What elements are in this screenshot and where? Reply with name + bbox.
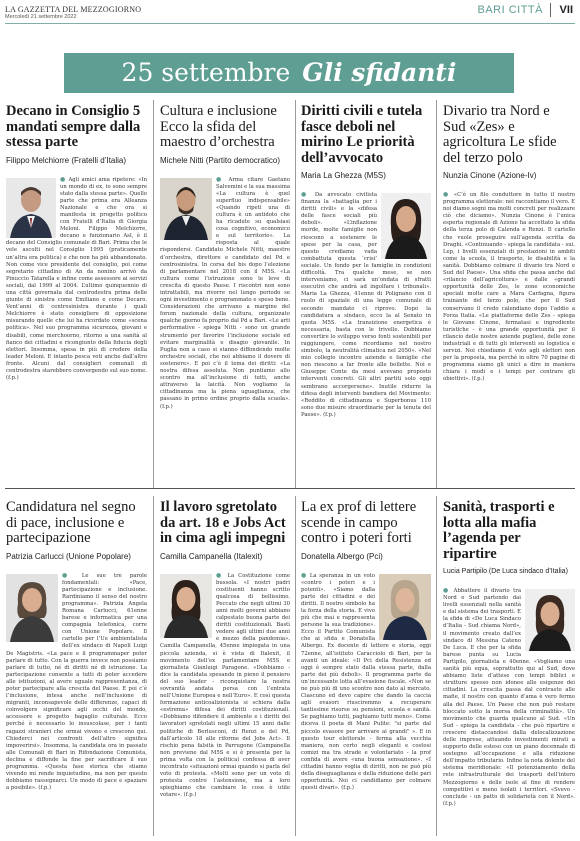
- article-body: [301, 191, 431, 491]
- column-divider: [153, 100, 154, 488]
- banner-title-main: 25 settembre: [121, 58, 291, 87]
- article-headline: Divario tra Nord e Sud «Zes» e agricoltura Le sfide del terzo polo: [443, 103, 557, 166]
- article-byline: Michele Nitti (Partito democratico): [160, 155, 281, 165]
- candidate-portrait: [379, 574, 431, 640]
- article-body: [6, 176, 147, 486]
- bullet-icon: ●: [443, 587, 451, 594]
- candidate-portrait: [6, 178, 56, 238]
- article-headline: Cultura e inclusione Ecco la sfida del maestro d’orchestra: [160, 103, 277, 150]
- article-body-text: Arma citare Gaetano Salvemini e la sua massima «La cultura è quel superfluo indispensabile» «Quando ripeti una di cultura è un antidoto che ha ricadute su qualsiasi cosa cognitivo, economico e sul territorio». La risposta al quale rispondersi. Candidato Michele Nitti, maestro d’orchestra, direttore e candidato del Pd e centrosinistra. In corsa del bis dopo l’elezione di parlamentare nel 2018 con il M5S. «La cultura come l’istruzione sono le leve di crescita di questo Paese. I riscontri non sono intrattabili, ma rivorre nel lungo periodo se ogni investimento e programmato e speso bene. Considerazioni che arrivano a margine del forum nazionale della cultura, organizzato qualche giorno fa proprio dal Pd a Bari. «Le arti performative - spiega Nitti - sono un grande strumento per favorire l’inclusione sociale ed evitare marginalità e disagio giovanile. In Puglia non a caso si stanno diffondendo molte orchestre sociali, che noi abbiamo il dovere di sostenere». E poi c’è il tema dei diritti: «La nostra difesa assoluta. Non puntiamo allo scontro ma all’inclusione di tutti, anche attraverso la laicità. Non vogliamo la cittadinanza ma la piena uguaglianza, che passano in primo ordine proprio dalla scuola». (f.p.): [160, 176, 290, 410]
- bullet-icon: ●: [301, 191, 310, 198]
- article-byline: Lucia Partipilo (De Luca sindaco d’Italia): [443, 568, 568, 575]
- article-byline: Filippo Melchiorre (Fratelli d’Italia): [6, 155, 127, 165]
- section-title: BARI CITTÀ: [477, 4, 543, 16]
- bullet-icon: ●: [301, 571, 308, 579]
- article-byline: Nunzia Cinone (Azione-Iv): [443, 171, 537, 180]
- banner-title: [64, 53, 514, 93]
- article-nitti: [160, 104, 290, 486]
- candidate-portrait: [381, 193, 431, 259]
- column-divider: [295, 496, 296, 836]
- article-byline: Maria La Ghezza (M5S): [301, 171, 386, 180]
- column-divider: [153, 496, 154, 836]
- column-divider: [436, 496, 437, 836]
- page-number: VII: [559, 4, 573, 16]
- article-albergo: [301, 500, 431, 827]
- bullet-icon: ●: [62, 571, 74, 579]
- article-body: [160, 572, 290, 827]
- article-partipilo: [443, 500, 575, 841]
- candidate-portrait: [6, 574, 58, 642]
- article-headline: Diritti civili e tutela fasce deboli nel mirino Le priorità dell’avvocato: [301, 103, 423, 166]
- article-byline: Patrizia Carlucci (Unione Popolare): [6, 551, 131, 561]
- article-body-text: Le sue tre parole fondamentali: «Pace, partecipazione e inclusione. Rardiniamo il senso del nostro programma». Patrizia Angela Romana Carlucci, 61enne barese e informatica per una compagnia telefonica, corre con Unione Popolare. Il cartello per l’Ue ambientalista dell’ex sindaco di Napoli Luigi De Magistris. «La pace e il programmaper poter parlare di tutto. Con la guerra invece non possiamo parlare di tutto, né di diritti né di istruzione. La partecipazione consente a tutti di poter accedere alle istituzioni, al avere uguale rappresentanza, di poter partecipare alla crescita del Paese. E poi c’è l’inclusione, intesa anche nell’inclusione di migranti, inconsapevole delle differenze, capaci di coinvolgere significare agli occhi del mondo, accessore e progetto bagaglio culturale. Ecco perché è necessario lo insuscolase, per i tanti ragazzi stranieri che ormai vivono e crescono qui. Chiederci nei confronti dell’altro significa impoverirsi». Insomma, la candidata ora in passato alle Comunali di Bari in Rifondazione Comunista, declina e diffonde la fine per sacrificare il suo programma. «Questa fase storica che stiamo vivendo mi rende inquietudine, ma non per questo dobbiamo rassegnarci. Un modo di pace e spaziare a posibile». (f.p.): [6, 572, 147, 792]
- article-body-text: Da avvocato civilista finanza la «battaglia per i diritti civili» e la «difesa delle fasce sociali più deboli». «L’inflazione morde, molte famiglie non riescono a sostenere le spese per la casa, per questo crediamo vada combattuta questa ‘crisi’ sociale. Un fondo per le famiglie in condizioni difficoltà. Tra qualche mese, se non interveniamo, ci sarà un’ondata di sfratti esecutivi che andrà ad ingolfare i tribunali». Maria La Ghezza, 41enne di Polignano con il ruolo di spaziale di una legge comunale di secondo mandato ci riprovo. Dopo la candidatura a sindaco, ecco la al Senato in quota M5S. «La transizione energetica è necessaria, basta con le trivelle. Dobbiamo convertire lo sviluppo verso fonti sostenibili per raggiungere, come ricordiamo nel nostro simbolo, la neutralità climatica nel 2050». «Nel mio collegio incontro aziende e famiglie che non riescono a far fronte alle bollette. Noi e Giuseppe Conte da mesi avevano proposto interventi concreti. Gli altri partiti solo oggi sembrano accorgersene». Inutile ridurre la difesa degli interventi bandiera del Movimento: «Reddito di cittadinanza e Superbonus 110 sono due misure straordinarie per la tenuta del Paese». (f.p.): [301, 192, 431, 418]
- article-byline: Camilla Campanella (Italexit): [160, 551, 263, 561]
- article-carlucci: [6, 500, 147, 827]
- article-body-text: Agli amici ama ripetere: «In un mondo di ex, io sono sempre stato dalla stessa parte». Quello parte che prima era Alleanza Nazionale e che ora si manifesta in progetto politico con Fratelli d’Italia di Giorgia Meloni. Filippo Melchiorre, decano e funzionario Asl, è il decano del Consiglio comunale di Bari. Prima che le vele ascolti nel Consiglio 1995 (praticamente un’altra era politica) e che non ha più abbandonato. Non come vice presidente del consiglio, poi come segretario cittadino di An da nonino arrivò da Pinuccio Tatarella e infine come assessore ai servizi sociali, dal 1999 al 2004. L’ultimo quinquennio di una città governata dal centrodestra prima delle giunte di sinistra come Emiliano e come Decaro. Vent’anni di centrosinistra durante i quali Melchiorre è stato consigliere di opposizione misurando quelle che lui ha ricordato come «scena politica». Nel suo programma sicurezza, giovani e disabili, come merchoorno, ritorno a una sanità al fianco dei cittadini e ricongiunto della fiducia degli elettori. Insomma, spesa in più di credere della leader Meloni. E intanto pesca voti anche dall’altro fronte. Alcuni dal consiglieri comunali di centrodestra starebbero convergendo sul suo nome. (f.p.): [6, 176, 147, 382]
- article-headline: Il lavoro sgretolato da art. 18 e Jobs Act in cima agli impegni: [160, 499, 286, 546]
- article-headline: La ex prof di lettere scende in campo contro i poteri forti: [301, 499, 417, 546]
- bullet-icon: ●: [60, 175, 67, 183]
- article-body-text: La Costituzione come bussola. «I nostri padri costituenti hanno scritto qualcosa di bellissimo. Peccato che negli ultimi 30 anni molti governi abbiano calpestato buona parte dei diritti costituzionali. Basti vedere agli ultimi due anni e mezzo della pandemia». Camilla Campanella, 45enne impiegata in una piccola azienda, si è vista di Italexit, il movimento dell’ex parlamentare M5S e giornalista Gianluigi Paragone. «Dobbiamo - dice la candidata spesando in pieno il pensiero del suo leader - riconquistare la nostra sovranità andata persa con l’entrata nell’Unione Europea e nell’Euro». E così questa formazione anticoalizionista si schiera dalla «estrema» difesa dei diritti costituzionali. «Dobbiamo difendere il ambiente e i diritti dei lavoratori sgretolati negli ultimi 15 anni dalle politiche di Berlusconi, di Renzi e del Pd, dall’articolo 18 alle riforme del Jobs Act». Il rischio pena falsità in Parrugone (Campanella non previene dal M5S e si è presenta per la prima volta con la politica) confessa di aver incontrato «situazioni ormai quando si parla del voto di protesta. «Molti sono per un voto di protesta contro l’astensione, ma a loro spieghiamo che cambiare le cose è utile votare». (f.p.): [160, 572, 290, 799]
- bullet-icon: ●: [443, 191, 451, 198]
- article-body-text: Abbattere il divario tra Nord e Sud partendo dai livelli essenziali nella sanità e dal sistema dei trasporti. E la sfida di «De Luca Sindaco d’Italia - Sud chiama Nord», il movimento creato dall’ex sindaco di Messina Cateno De Luca. E che per la sfida barese punta su Lucia Partipilo, giornalista e 40enne. «Vogliamo una sanità più equa, soprattutto qui al Sud, dove abbiamo liste d’attese con tempi biblici e strutture spesso non idonee alle esigenze dei cittadini. La crescita passa dal contrasto alle mafie, il nostro con quanto d’ama è vero fermo alla del Paese. Un Paese che non può restare bloccato sotto la morsa della criminalità». Un movimento che guarda qualcuno al Sud. «Un Sud - spiega la candidata - che può ripartire e crescere distaccandosi dalla delocalizzazione delle imprese, attuando investimenti mirati a supporto delle esteso con un piano decennale di sostegno all’occupazione e alla riduzione dell’impatto tributario. Infine la nota dolente del sistema meridionale: «Il potenziamento della rete infrastrutturale dei trasporti dell’intero Mezzogiorno e delle isole al fine di rendere competitivi e meno isolati i territori. «Svevo - conclude - un patto di solidarietà con il Nord». (f.p.): [443, 588, 575, 807]
- masthead: [5, 3, 575, 37]
- candidate-portrait: [525, 589, 575, 651]
- page-banner: [64, 53, 514, 93]
- masthead-rule: [5, 23, 575, 24]
- column-divider: [295, 100, 296, 488]
- article-body: [443, 191, 575, 491]
- article-cinone: [443, 104, 575, 491]
- banner-title-sub: Gli sfidanti: [302, 58, 457, 87]
- article-headline: Candidatura nel segno di pace, inclusione e partecipazione: [6, 499, 136, 546]
- article-headline: Decano in Consiglio 5 mandati sempre dalla stessa parte: [6, 103, 141, 150]
- masthead-divider: [550, 3, 551, 17]
- bullet-icon: ●: [216, 571, 224, 579]
- bullet-icon: ●: [216, 175, 225, 183]
- article-body: [160, 176, 290, 486]
- column-divider: [436, 100, 437, 488]
- issue-date: Mercoledì 21 settembre 2022: [5, 14, 77, 20]
- article-body-text: «C’è un filo conduttore in tutto il nostro programma elettorale: nei raccontiamo il vero. E noi diamo sogni ma molti concreti per realizzare ciò che diciamo». Nunzia Cinone è l’unica esperta regionale di Azione ha accettato la sfida della terza polo di Calenda e Renzi. Il cartello che vuole proseguire sull’agenda scritta da Draghi. «Continuando - spiega la candidata - sui. Lep, i livelli essenziali di prestazioni in ambiti come la scuola, il trasporto, le disabilità e la sanità. Dobbiamo colmare il divario tra Nord e Sud del Paese». Una sfida che passa anche dal «rilancio dell’agricoltura» e dalle «grandi opportunità delle Zes, le zone economiche speciali molte care a Mara Carfagna, figura trainante del terzo polo, che per il Sud conservano il credo calendiano dopo l’addio a Forza Italia. «Le piattaforme delle Zes - spiega le Giovane Cinone, fermatasi e ingrediente turistiche - è una grande opportunità per il rilancio delle nostre aziende pugliesi, delle zone industriali e di tutti gli interventi su logistica e servizi. Noi chiediamo il voto agli elettori non per la proposta, ma perché in oltre 70 pagine di programma siamo gli unici a dire in maniera chiara i modi e i tempi per centrare gli obiettivi». (f.p.): [443, 192, 575, 383]
- article-la-ghezza: [301, 104, 431, 491]
- article-melchiorre: [6, 104, 147, 486]
- candidate-portrait: [160, 574, 212, 638]
- article-byline: Donatella Albergo (Pci): [301, 551, 383, 561]
- article-body: [443, 587, 575, 841]
- article-headline: Sanità, trasporti e lotta alla mafia l’agenda per ripartire: [443, 499, 555, 562]
- candidate-portrait: [160, 178, 212, 240]
- newspaper-name: LA GAZZETTA DEL MEZZOGIORNO: [5, 5, 142, 14]
- article-body: [301, 572, 431, 827]
- article-body: [6, 572, 147, 827]
- article-campanella: [160, 500, 290, 827]
- article-body-text: La speranza in un voto «contro i poteri e i potenti». «Siamo dalla parte dei cittadini e dei diritti. Il nostro simbolo ha la forza della storia. E vivo più che mai e rappresenta persone la sua tradizione». Ecco il Partito Comunista che ai sfida e Donatella Albergo. Ex docente di lettere e storia, oggi 72enne, all’istituto Caracciolo di Bari, per la avanti un ideale: «Il Pci della Resistenza ed oggi è sempre stato dalla stessa parte, dalla parte dei più deboli». Il programma parte da un’incessante lotta all’evasione fiscale. «Non se ne può più di uno scontro non dato al mercato. Ciascuno ed devo capire che dando la caccia agli evasori riusciremmo a recuperare tantissime risorse su pensioni, scuola e sanità. Se paghiamo tutti, paghiamo tutti meno». Come diceva il poeta di Mani Pulite: "si parte dal piccolo evasore per arrivare ai grandi" ». E in questo tour elettorale - ferma alla vecchia maniera, non certo negli eleganti e costosi comizi ma tra strade e volontariato - la prof confida di avere «una buona sensazione». «I cittadini hanno voglia di diritti, non ne può più della diseguaglianza e della riduzione delle pari opportunità. Noi ci candidiamo per colmare questi divari». (f.p.): [301, 572, 431, 792]
